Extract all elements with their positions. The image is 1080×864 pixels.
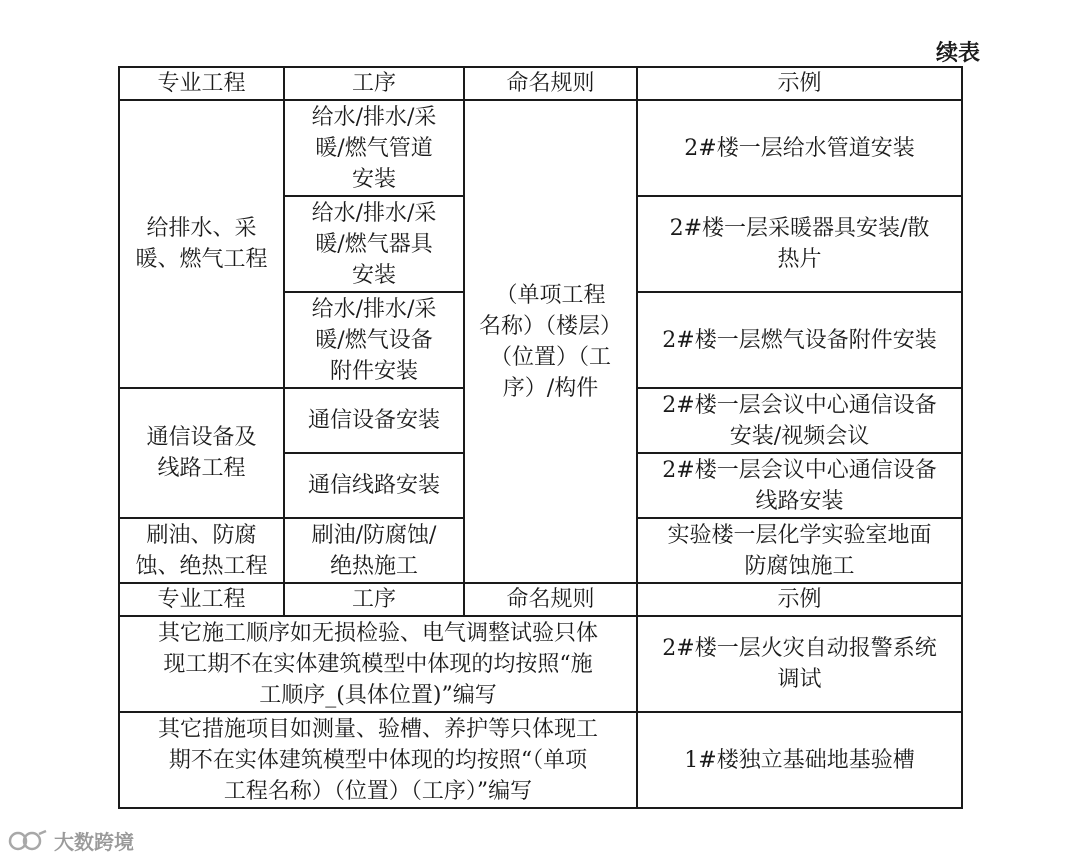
table-caption: 续表	[935, 41, 980, 66]
example-cell	[637, 712, 962, 808]
description-line: 其它措施项目如测量、验槽、养护等只体现工	[157, 716, 598, 742]
specialty-line: 线路工程	[157, 456, 246, 481]
process-line: 给水/排水/采	[311, 104, 437, 130]
description-line: 期不在实体建筑模型中体现的均按照“（单项	[168, 747, 588, 773]
header-specialty: 专业工程	[119, 583, 284, 616]
table-row	[119, 712, 962, 808]
example-cell	[637, 388, 962, 453]
header-process: 工序	[284, 583, 464, 616]
description-line: 工顺序_(具体位置)”编写	[259, 682, 497, 708]
process-cell	[284, 518, 464, 583]
example-cell	[637, 453, 962, 518]
example-line: 2#楼一层燃气设备附件安装	[662, 327, 937, 353]
merged-description-cell	[119, 616, 637, 712]
process-line: 安装	[351, 166, 396, 192]
process-cell	[284, 292, 464, 388]
example-cell	[637, 100, 962, 196]
example-line: 2#楼一层火灾自动报警系统	[662, 636, 937, 661]
process-line: 暖/燃气器具	[315, 231, 433, 257]
specialty-line: 暖、燃气工程	[135, 247, 268, 272]
process-line: 刷油/防腐蚀/	[311, 522, 437, 548]
process-cell	[284, 100, 464, 196]
naming-rule-line: 序）/构件	[502, 375, 599, 401]
example-line: 实验楼一层化学实验室地面	[667, 522, 932, 548]
naming-rule-line: （单项工程	[495, 282, 606, 308]
example-cell	[637, 292, 962, 388]
example-cell	[637, 616, 962, 712]
watermark-text: 大数跨境	[54, 830, 134, 854]
specialty-line: 刷油、防腐	[146, 522, 257, 548]
table-row	[119, 100, 962, 196]
process-line: 暖/燃气设备	[315, 327, 433, 353]
example-line: 1#楼独立基础地基验槽	[684, 747, 915, 773]
example-line: 2#楼一层会议中心通信设备	[662, 457, 937, 483]
example-line: 防腐蚀施工	[744, 553, 855, 579]
example-line: 2#楼一层会议中心通信设备	[662, 392, 937, 418]
example-line: 2#楼一层采暖器具安装/散	[669, 216, 930, 241]
specialty-cell	[119, 518, 284, 583]
naming-rules-table	[118, 66, 963, 809]
process-line: 给水/排水/采	[311, 296, 437, 322]
process-line: 附件安装	[329, 358, 418, 384]
process-cell	[284, 453, 464, 518]
example-cell	[637, 518, 962, 583]
process-line: 通信设备安装	[307, 408, 440, 433]
header-specialty: 专业工程	[119, 67, 284, 100]
watermark	[8, 826, 134, 855]
naming-rule-line: （位置）（工	[489, 344, 611, 370]
table-row	[119, 616, 962, 712]
specialty-cell	[119, 100, 284, 388]
example-line: 线路安装	[755, 488, 844, 514]
process-line: 给水/排水/采	[311, 200, 437, 226]
specialty-line: 蚀、绝热工程	[135, 553, 268, 579]
example-line: 热片	[777, 247, 822, 272]
description-line: 现工期不在实体建筑模型中体现的均按照“施	[163, 651, 593, 677]
specialty-line: 通信设备及	[146, 425, 257, 450]
example-line: 安装/视频会议	[729, 423, 870, 449]
naming-rule-cell	[464, 100, 637, 583]
header-naming-rule: 命名规则	[464, 583, 637, 616]
header-row	[119, 67, 962, 100]
process-line: 安装	[351, 262, 396, 288]
example-line: 2#楼一层给水管道安装	[684, 135, 915, 161]
header-row-repeat	[119, 583, 962, 616]
example-line: 调试	[777, 667, 822, 692]
header-example: 示例	[637, 583, 962, 616]
process-cell	[284, 388, 464, 453]
process-line: 通信线路安装	[307, 473, 440, 498]
description-line: 其它施工顺序如无损检验、电气调整试验只体	[157, 620, 598, 646]
process-line: 绝热施工	[329, 553, 418, 579]
process-line: 暖/燃气管道	[315, 135, 433, 161]
process-cell	[284, 196, 464, 292]
specialty-cell	[119, 388, 284, 518]
header-naming-rule: 命名规则	[464, 67, 637, 100]
naming-rule-line: 名称）（楼层）	[478, 313, 622, 339]
watermark-logo-icon	[8, 828, 48, 854]
specialty-line: 给排水、采	[146, 216, 257, 241]
header-example: 示例	[637, 67, 962, 100]
merged-description-cell	[119, 712, 637, 808]
header-process: 工序	[284, 67, 464, 100]
example-cell	[637, 196, 962, 292]
description-line: 工程名称）（位置）（工序）”编写	[223, 778, 533, 804]
